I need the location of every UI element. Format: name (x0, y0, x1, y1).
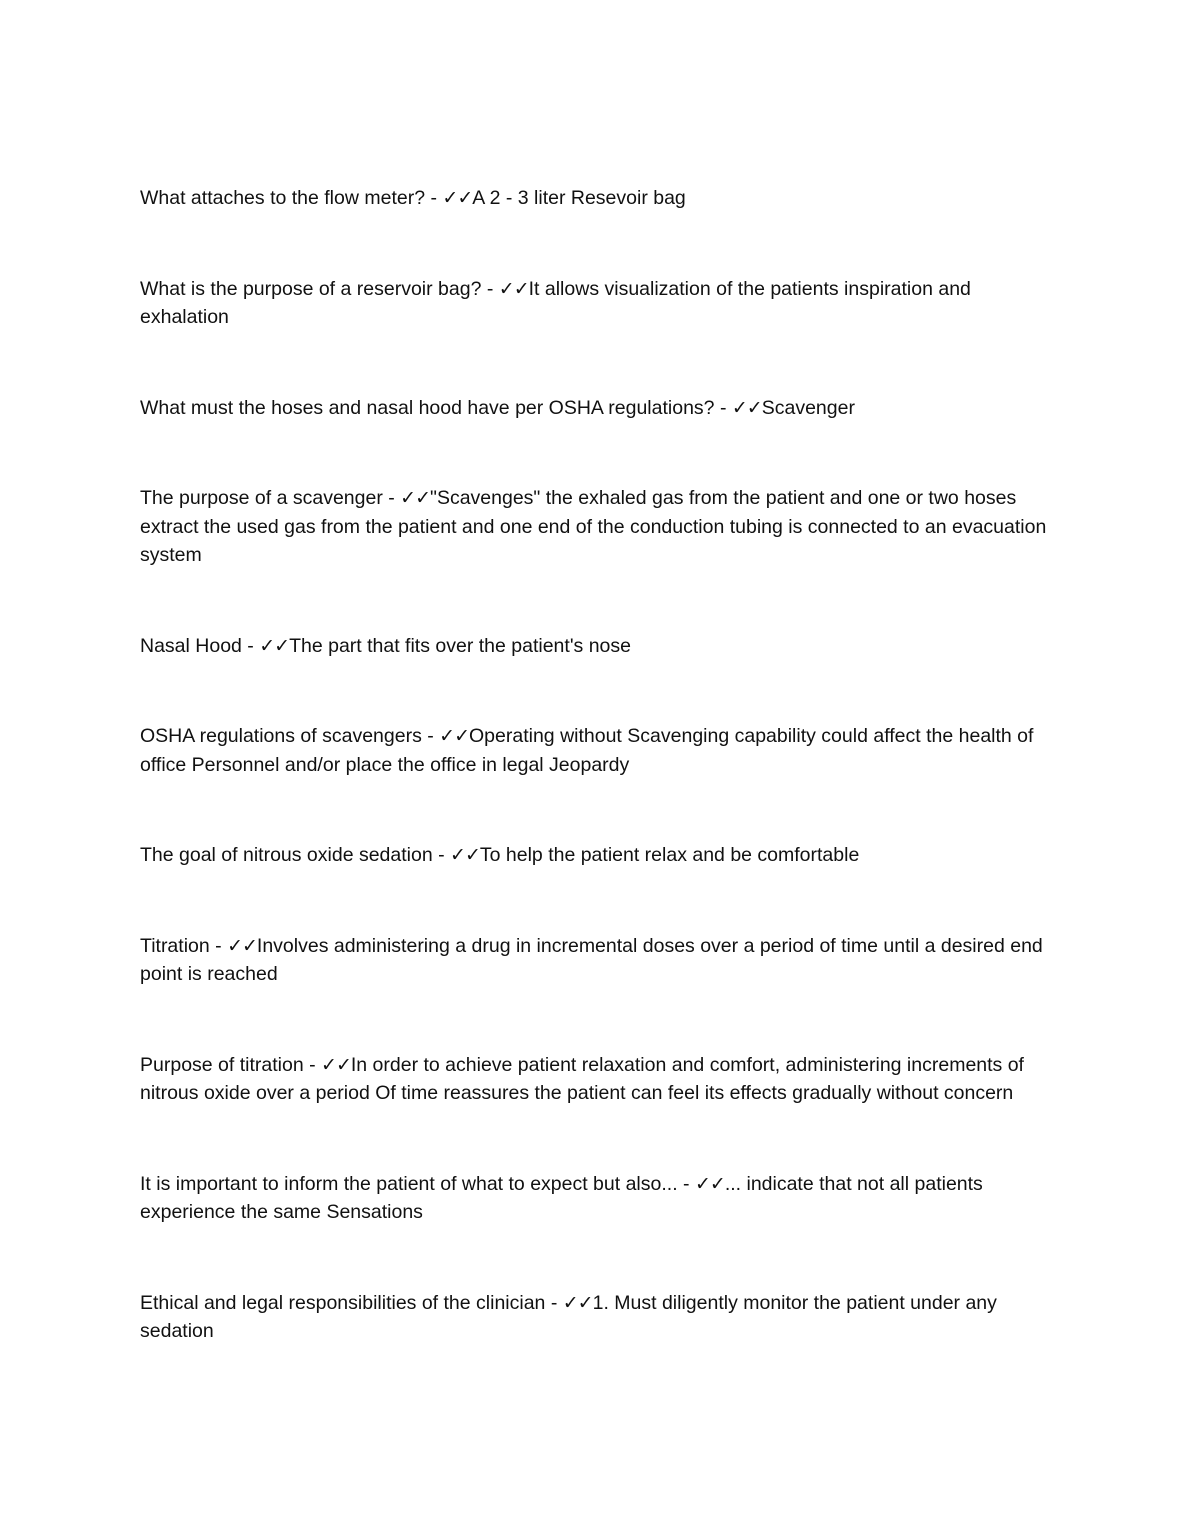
separator: - (481, 277, 499, 300)
answer-text: The part that fits over the patient's nose (289, 634, 631, 657)
separator: - (303, 1053, 322, 1076)
qa-item (140, 275, 1050, 332)
separator: - (677, 1172, 695, 1195)
qa-item (140, 932, 1050, 989)
qa-item (140, 1289, 1050, 1346)
qa-list (140, 184, 1050, 1346)
check-mark-icon: ✓✓ (321, 1053, 351, 1076)
check-mark-icon: ✓✓ (731, 396, 762, 419)
answer-text: Operating without Scavenging capability could affect the health of office Personnel and/or place the office in legal Jeopardy (140, 725, 1034, 776)
question-text: The purpose of a scavenger (140, 487, 383, 509)
question-text: Purpose of titration (140, 1053, 304, 1076)
qa-item (140, 841, 1050, 870)
question-text: Titration (140, 934, 210, 957)
question-text: What must the hoses and nasal hood have per OSHA regulations? (140, 396, 715, 419)
question-text: Nasal Hood (140, 634, 242, 657)
question-text: Ethical and legal responsibilities of the clinician (140, 1291, 546, 1314)
separator: - (432, 844, 451, 866)
answer-text: "Scavenges" the exhaled gas from the patient and one or two hoses extract the used gas from the patient and one end of the conduction tubing is connected to an evacuation system (140, 487, 1047, 566)
separator: - (209, 934, 228, 957)
answer-text: ... indicate that not all patients experience the same Sensations (140, 1172, 983, 1223)
separator: - (382, 487, 401, 509)
answer-text: To help the patient relax and be comfortable (479, 844, 860, 866)
separator: - (714, 396, 732, 419)
check-mark-icon: ✓✓ (400, 487, 431, 509)
question-text: It is important to inform the patient of what to expect but also... (140, 1172, 678, 1195)
separator: - (545, 1291, 563, 1314)
question-text: OSHA regulations of scavengers (140, 725, 422, 747)
qa-item (140, 1051, 1050, 1108)
answer-text: Scavenger (761, 396, 855, 419)
qa-item (140, 484, 1050, 570)
answer-text: Involves administering a drug in incremental doses over a period of time until a desired end point is reached (140, 934, 1043, 985)
answer-text: It allows visualization of the patients inspiration and exhalation (140, 277, 971, 328)
qa-item (140, 394, 1050, 423)
check-mark-icon: ✓✓ (442, 187, 473, 209)
check-mark-icon: ✓✓ (259, 634, 290, 657)
check-mark-icon: ✓✓ (694, 1172, 725, 1195)
qa-item (140, 722, 1050, 779)
separator: - (425, 187, 443, 209)
qa-item (140, 184, 1050, 213)
answer-text: 1. Must diligently monitor the patient under any sedation (140, 1291, 997, 1342)
qa-item (140, 1170, 1050, 1227)
separator: - (421, 725, 440, 747)
check-mark-icon: ✓✓ (562, 1291, 593, 1314)
check-mark-icon: ✓✓ (450, 844, 480, 866)
question-text: The goal of nitrous oxide sedation (140, 844, 433, 866)
answer-text: A 2 - 3 liter Resevoir bag (472, 187, 686, 209)
qa-item (140, 632, 1050, 661)
question-text: What is the purpose of a reservoir bag? (140, 277, 482, 300)
check-mark-icon: ✓✓ (498, 277, 529, 300)
question-text: What attaches to the flow meter? (140, 187, 426, 209)
separator: - (241, 634, 260, 657)
check-mark-icon: ✓✓ (439, 725, 470, 747)
answer-text: In order to achieve patient relaxation and comfort, administering increments of nitrous oxide over a period Of time reassures the patient can feel its effects gradually without concern (140, 1053, 1024, 1104)
check-mark-icon: ✓✓ (227, 934, 257, 957)
